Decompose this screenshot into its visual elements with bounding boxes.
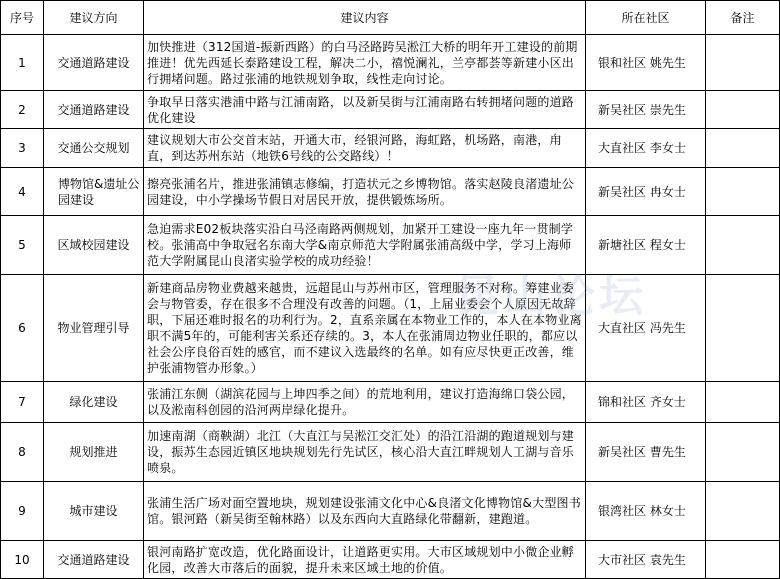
row-remark — [706, 382, 780, 423]
row-community: 大市社区 袁先生 — [586, 541, 706, 579]
row-content: 加快推进（312国道-振新西路）的白马泾路跨吴淞江大桥的明年开工建设的前期推进！优先西延长泰路建设工程，解决二小，禧悦澜礼，兰亭都荟等新建小区出行拥堵问题。路过张浦的地铁规划争取，线性走向讨论。 — [144, 35, 586, 91]
header-category: 建议方向 — [44, 1, 144, 35]
row-no: 7 — [1, 382, 44, 423]
table-row — [1, 129, 780, 168]
row-category: 交通道路建设 — [44, 35, 144, 91]
header-content: 建议内容 — [144, 1, 586, 35]
row-category: 物业管理引导 — [44, 275, 144, 382]
table-row — [1, 541, 780, 579]
table-row — [1, 35, 780, 91]
row-remark — [706, 35, 780, 91]
row-content: 银河南路扩宽改造，优化路面设计，让道路更实用。大市区域规划中小微企业孵化园，改善大市落后的面貌，提升未来区域土地的价值。 — [144, 541, 586, 579]
table-row — [1, 275, 780, 382]
forum-watermark: 昆山论坛 — [455, 271, 647, 322]
table-row — [1, 423, 780, 482]
row-content: 擦亮张浦名片，推进张浦镇志修编，打造状元之乡博物馆。落实赵陵良渚遗址公园建设，中小学操场节假日对居民开放，提供锻炼场所。 — [144, 168, 586, 216]
row-no: 5 — [1, 216, 44, 275]
row-remark — [706, 168, 780, 216]
row-community: 银湾社区 林女士 — [586, 482, 706, 541]
row-remark — [706, 423, 780, 482]
row-category: 博物馆&遗址公园建设 — [44, 168, 144, 216]
row-category: 规划推进 — [44, 423, 144, 482]
row-remark — [706, 129, 780, 168]
row-community: 锦和社区 齐女士 — [586, 382, 706, 423]
row-remark — [706, 482, 780, 541]
row-community: 新塘社区 程女士 — [586, 216, 706, 275]
row-no: 1 — [1, 35, 44, 91]
row-no: 9 — [1, 482, 44, 541]
row-content: 急迫需求E02板块落实沿白马泾南路两侧规划，加紧开工建设一座九年一贯制学校。张浦高中争取冠名东南大学&南京师范大学附属张浦高级中学，学习上海师范大学附属昆山良渚实验学校的成功经验！ — [144, 216, 586, 275]
row-remark — [706, 275, 780, 382]
row-no: 6 — [1, 275, 44, 382]
row-community: 银和社区 姚先生 — [586, 35, 706, 91]
table-row — [1, 216, 780, 275]
row-community: 新吴社区 崇先生 — [586, 91, 706, 129]
row-content: 建议规划大市公交首末站，开通大市，经银河路，海虹路，机场路，南港，甪直，到达苏州东站（地铁6号线的公交路线）！ — [144, 129, 586, 168]
row-category: 区域校园建设 — [44, 216, 144, 275]
row-remark — [706, 541, 780, 579]
row-community: 新吴社区 冉女士 — [586, 168, 706, 216]
row-remark — [706, 216, 780, 275]
row-category: 交通公交规划 — [44, 129, 144, 168]
header-no: 序号 — [1, 1, 44, 35]
row-category: 绿化建设 — [44, 382, 144, 423]
row-no: 2 — [1, 91, 44, 129]
row-community: 大直社区 李女士 — [586, 129, 706, 168]
row-community: 新吴社区 曹先生 — [586, 423, 706, 482]
table-row — [1, 168, 780, 216]
row-no: 8 — [1, 423, 44, 482]
row-category: 交通道路建设 — [44, 91, 144, 129]
row-content: 张浦江东侧（湖滨花园与上坤四季之间）的荒地利用，建议打造海绵口袋公园，以及淞南科创园的沿河两岸绿化提升。 — [144, 382, 586, 423]
table-row — [1, 91, 780, 129]
row-content: 争取早日落实港浦中路与江浦南路，以及新吴街与江浦南路右转拥堵问题的道路优化建设 — [144, 91, 586, 129]
header-row — [1, 1, 780, 35]
row-content: 加速南湖（商鞅湖）北江（大直江与吴淞江交汇处）的沿江沿湖的跑道规划与建设，振苏生态园近镇区地块规划先行先试区，核心沿大直江畔规划人工湖与音乐喷泉。 — [144, 423, 586, 482]
row-no: 4 — [1, 168, 44, 216]
header-remark: 备注 — [706, 1, 780, 35]
row-no: 3 — [1, 129, 44, 168]
header-community: 所在社区 — [586, 1, 706, 35]
row-remark — [706, 91, 780, 129]
table-row — [1, 482, 780, 541]
row-content: 新建商品房物业费越来越贵，远超昆山与苏州市区，管理服务不对称。筹建业委会与物管委，存在很多不合理没有改善的问题。（1，上届业委会个人原因无故辞职，下届还难时报名的功利行为。2，直系亲属在本物业工作的，本人在本物业离职不满5年的，可能利害关系还存续的。3，本人在张浦周边物业任职的，都应以社会公序良俗百姓的感官，而不建议入选最终的名单。如有应尽快更正改善，维护张浦物管办形象。） — [144, 275, 586, 382]
row-category: 城市建设 — [44, 482, 144, 541]
table-row — [1, 382, 780, 423]
row-community: 大直社区 冯先生 — [586, 275, 706, 382]
row-content: 张浦生活广场对面空置地块，规划建设张浦文化中心&良渚文化博物馆&大型图书馆。银河路（新吴街至翰林路）以及东西向大直路绿化带翻新，建跑道。 — [144, 482, 586, 541]
row-no: 10 — [1, 541, 44, 579]
row-category: 交通道路建设 — [44, 541, 144, 579]
